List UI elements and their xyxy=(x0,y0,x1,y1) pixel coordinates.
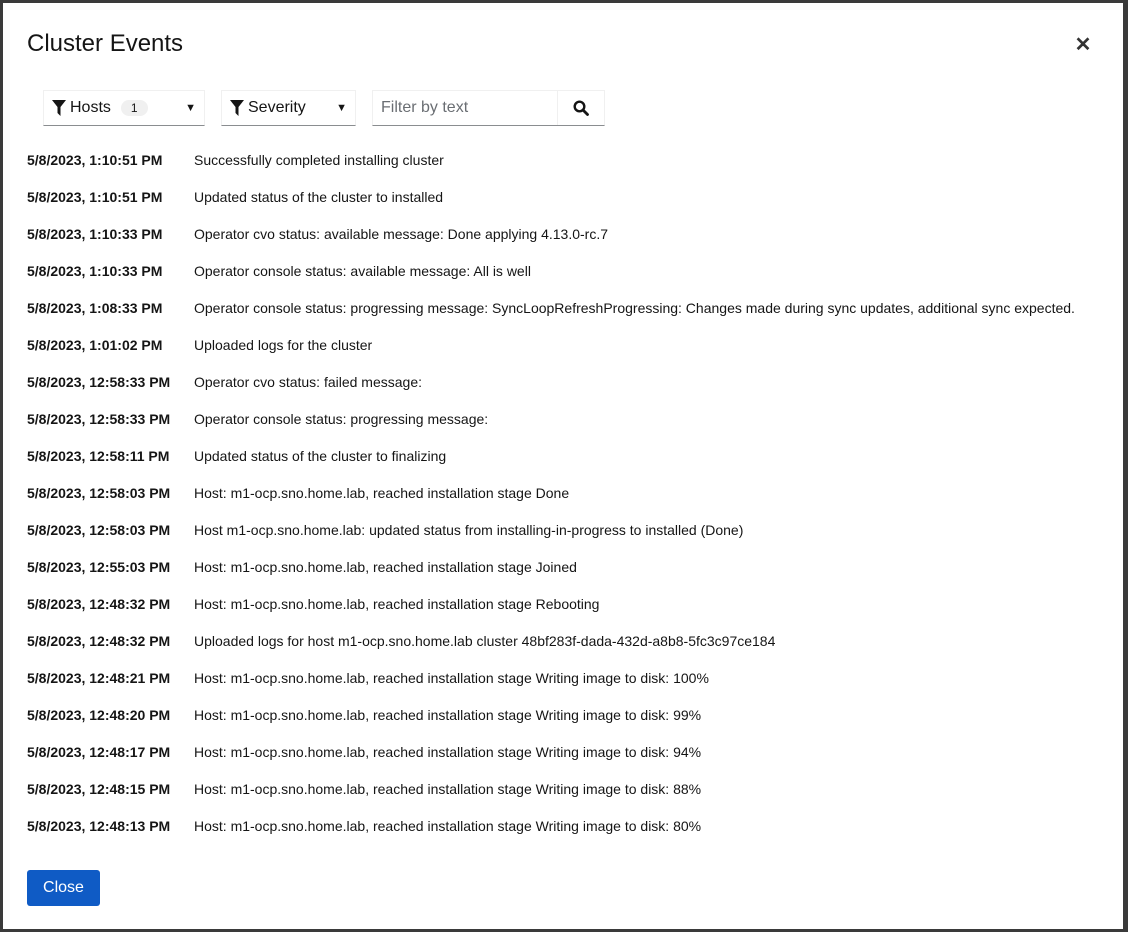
event-time: 5/8/2023, 1:08:33 PM xyxy=(27,300,163,316)
event-time: 5/8/2023, 12:48:32 PM xyxy=(27,596,171,612)
event-message: Host: m1-ocp.sno.home.lab, reached installation stage Writing image to disk: 94% xyxy=(194,744,702,760)
event-message: Successfully completed installing cluster xyxy=(194,152,444,168)
event-row xyxy=(27,594,1075,631)
event-message: Updated status of the cluster to installed xyxy=(194,189,444,205)
event-time: 5/8/2023, 1:10:33 PM xyxy=(27,226,163,242)
event-message: Operator cvo status: failed message: xyxy=(194,374,422,390)
event-row xyxy=(27,150,1075,187)
event-row xyxy=(27,631,1075,668)
caret-down-icon: ▼ xyxy=(185,102,196,114)
event-time: 5/8/2023, 12:48:17 PM xyxy=(27,744,171,760)
event-message: Operator cvo status: available message: Done applying 4.13.0-rc.7 xyxy=(194,226,609,242)
event-row xyxy=(27,372,1075,409)
event-row xyxy=(27,335,1075,372)
search-button[interactable] xyxy=(558,91,604,125)
event-row xyxy=(27,668,1075,705)
event-row xyxy=(27,779,1075,816)
event-message: Operator console status: available message: All is well xyxy=(194,263,531,279)
event-message: Host: m1-ocp.sno.home.lab, reached installation stage Writing image to disk: 100% xyxy=(194,670,709,686)
event-time: 5/8/2023, 12:48:32 PM xyxy=(27,633,171,649)
cluster-events-modal xyxy=(3,3,1123,929)
event-message: Host: m1-ocp.sno.home.lab, reached installation stage Writing image to disk: 88% xyxy=(194,781,702,797)
severity-filter-label: Severity xyxy=(248,99,306,116)
hosts-filter-dropdown[interactable] xyxy=(43,90,205,126)
filter-icon xyxy=(52,100,66,116)
event-row xyxy=(27,187,1075,224)
event-time: 5/8/2023, 12:55:03 PM xyxy=(27,559,171,575)
event-message: Host: m1-ocp.sno.home.lab, reached installation stage Done xyxy=(194,485,570,501)
event-time: 5/8/2023, 12:58:33 PM xyxy=(27,411,171,427)
close-button[interactable]: Close xyxy=(27,870,100,906)
event-time: 5/8/2023, 1:10:51 PM xyxy=(27,152,163,168)
event-message: Updated status of the cluster to finalizing xyxy=(194,448,447,464)
filter-toolbar xyxy=(43,90,605,126)
event-time: 5/8/2023, 1:01:02 PM xyxy=(27,337,163,353)
hosts-filter-label: Hosts xyxy=(70,99,111,116)
event-time: 5/8/2023, 12:48:13 PM xyxy=(27,818,171,834)
event-row xyxy=(27,483,1075,520)
event-time: 5/8/2023, 12:48:21 PM xyxy=(27,670,171,686)
event-row xyxy=(27,705,1075,742)
close-icon[interactable]: ✕ xyxy=(1074,34,1092,56)
event-row xyxy=(27,298,1075,335)
event-message: Operator console status: progressing message: SyncLoopRefreshProgressing: Changes made during sync updates, additional sync expected. xyxy=(194,300,1075,316)
filter-icon xyxy=(230,100,244,116)
event-row xyxy=(27,261,1075,298)
event-time: 5/8/2023, 1:10:51 PM xyxy=(27,189,163,205)
event-time: 5/8/2023, 12:58:11 PM xyxy=(27,448,170,464)
event-message: Uploaded logs for host m1-ocp.sno.home.lab cluster 48bf283f-dada-432d-a8b8-5fc3c97ce184 xyxy=(194,633,776,649)
events-list xyxy=(27,150,1075,853)
event-message: Uploaded logs for the cluster xyxy=(194,337,373,353)
caret-down-icon: ▼ xyxy=(336,102,347,114)
event-time: 5/8/2023, 12:58:03 PM xyxy=(27,485,171,501)
modal-title: Cluster Events xyxy=(27,30,184,57)
event-message: Operator console status: progressing message: xyxy=(194,411,489,427)
event-time: 5/8/2023, 12:48:15 PM xyxy=(27,781,171,797)
event-row xyxy=(27,224,1075,261)
event-time: 5/8/2023, 12:58:33 PM xyxy=(27,374,171,390)
severity-filter-dropdown[interactable] xyxy=(221,90,356,126)
event-message: Host: m1-ocp.sno.home.lab, reached installation stage Rebooting xyxy=(194,596,600,612)
event-time: 5/8/2023, 12:48:20 PM xyxy=(27,707,171,723)
hosts-count-badge: 1 xyxy=(121,100,148,116)
event-message: Host: m1-ocp.sno.home.lab, reached installation stage Writing image to disk: 80% xyxy=(194,818,702,834)
event-message: Host: m1-ocp.sno.home.lab, reached installation stage Writing image to disk: 99% xyxy=(194,707,702,723)
event-time: 5/8/2023, 1:10:33 PM xyxy=(27,263,163,279)
event-row xyxy=(27,409,1075,446)
event-row xyxy=(27,816,1075,853)
filter-text-input[interactable] xyxy=(373,91,558,125)
event-message: Host m1-ocp.sno.home.lab: updated status from installing-in-progress to installed (Done) xyxy=(194,522,744,538)
text-filter xyxy=(372,90,605,126)
event-row xyxy=(27,557,1075,594)
event-message: Host: m1-ocp.sno.home.lab, reached installation stage Joined xyxy=(194,559,577,575)
event-row xyxy=(27,446,1075,483)
event-row xyxy=(27,520,1075,557)
search-icon xyxy=(573,100,589,116)
event-time: 5/8/2023, 12:58:03 PM xyxy=(27,522,171,538)
event-row xyxy=(27,742,1075,779)
